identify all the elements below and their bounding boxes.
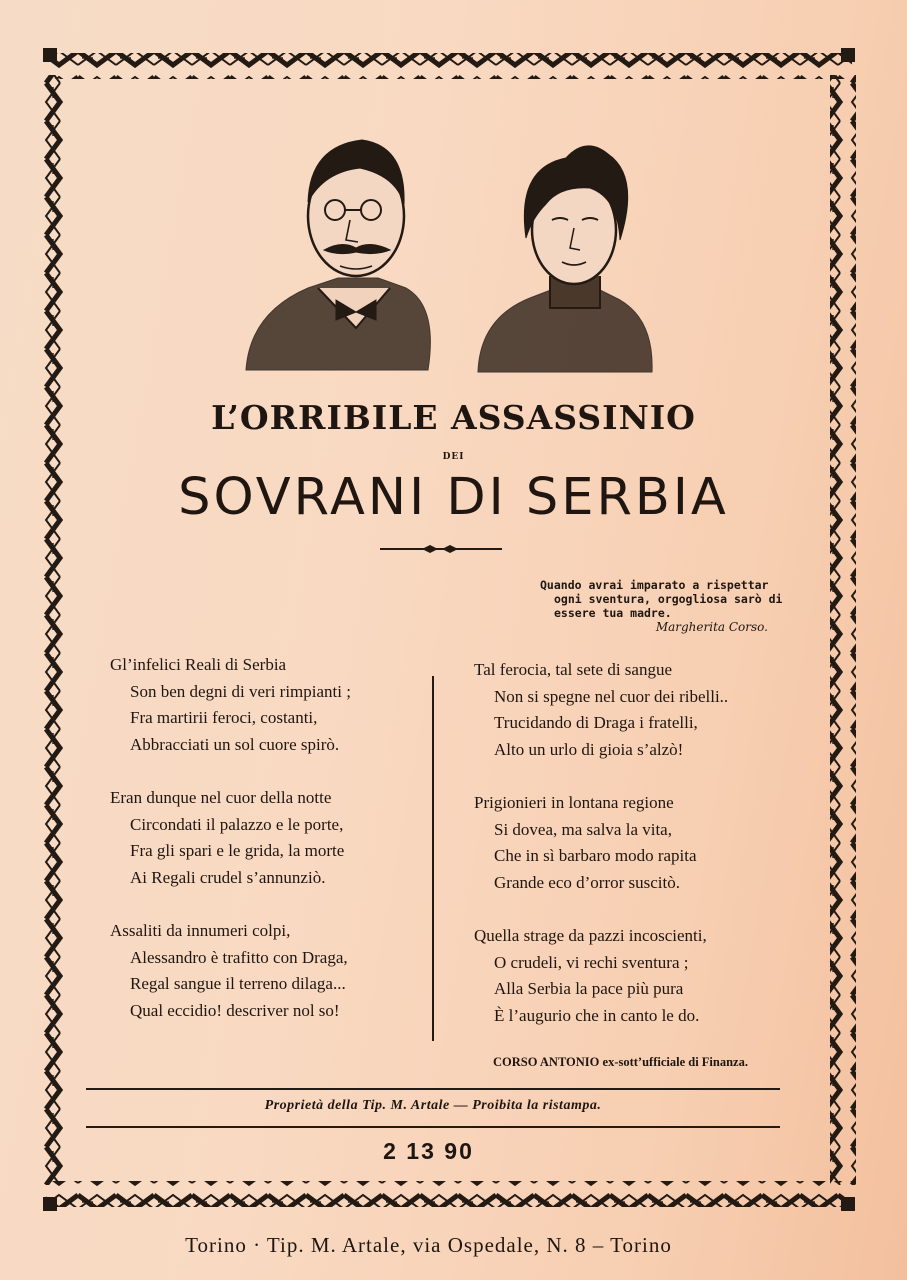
headline-main: SOVRANI DI SERBIA xyxy=(178,468,729,527)
king-portrait xyxy=(246,140,430,370)
verse-line: Regal sangue il terreno dilaga... xyxy=(130,974,346,993)
verse-line: Fra gli spari e le grida, la morte xyxy=(130,841,345,860)
verse-line: Si dovea, ma salva la vita, xyxy=(494,819,672,839)
verse-line: Alla Serbia la pace più pura xyxy=(494,979,684,998)
stanza xyxy=(110,785,430,891)
verse-line: Assaliti da innumeri colpi, xyxy=(110,921,291,940)
epigraph-line: Quando avrai imparato a rispettar xyxy=(540,578,769,592)
verse-line: Son ben degni di veri rimpianti ; xyxy=(130,681,351,701)
verse-line: Fra martirii feroci, costanti, xyxy=(130,708,318,727)
stanza xyxy=(474,790,794,896)
verse-line: Circondati il palazzo e le porte, xyxy=(130,814,344,834)
epigraph-line: essere tua madre. xyxy=(554,606,672,620)
stanza xyxy=(474,657,794,763)
poem-right-column xyxy=(474,657,794,1056)
headline-connector: DEI xyxy=(442,452,465,462)
verse-line: Alto un urlo di gioia s’alzò! xyxy=(494,739,684,759)
verse-line: O crudeli, vi rechi sventura ; xyxy=(494,952,689,972)
catalog-code: 2 13 90 xyxy=(383,1138,474,1164)
royal-portraits-illustration xyxy=(238,128,658,378)
verse-line: Non si spegne nel cuor dei ribelli.. xyxy=(494,686,729,706)
verse-line: Gl’infelici Reali di Serbia xyxy=(110,655,287,674)
rights-notice: Proprietà della Tip. M. Artale — Proibita la ristampa. xyxy=(264,1098,602,1113)
author-credit: CORSO ANTONIO ex-sott’ufficiale di Finanza. xyxy=(493,1055,748,1069)
verse-line: Alessandro è trafitto con Draga, xyxy=(130,947,348,967)
queen-portrait xyxy=(478,146,652,372)
poem-left-column xyxy=(110,652,430,1051)
verse-line: Ai Regali crudel s’annunziò. xyxy=(130,867,326,887)
verse-line: Tal ferocia, tal sete di sangue xyxy=(474,660,672,679)
verse-line: Grande eco d’orror suscitò. xyxy=(494,872,680,892)
stanza xyxy=(474,923,794,1029)
column-divider xyxy=(432,676,434,1041)
verse-line: Abbracciati un sol cuore spirò. xyxy=(130,734,340,754)
verse-line: Trucidando di Draga i fratelli, xyxy=(494,713,698,732)
verse-line: Quella strage da pazzi incoscienti, xyxy=(474,926,707,945)
rule-top xyxy=(86,1088,780,1090)
epigraph-signature: Margherita Corso. xyxy=(655,620,768,634)
verse-line: Prigionieri in lontana regione xyxy=(474,793,674,812)
headline-top: L’ORRIBILE ASSASSINIO xyxy=(211,398,696,437)
verse-line: Eran dunque nel cuor della notte xyxy=(110,788,332,807)
stanza xyxy=(110,918,430,1024)
verse-line: È l’augurio che in canto le do. xyxy=(494,1005,700,1025)
rule-bottom xyxy=(86,1126,780,1128)
verse-line: Qual eccidio! descriver nol so! xyxy=(130,1000,340,1020)
epigraph-line: ogni sventura, orgogliosa sarò di xyxy=(554,592,783,606)
verse-line: Che in sì barbaro modo rapita xyxy=(494,846,697,865)
printer-imprint: Torino · Tip. M. Artale, via Ospedale, N. 8 – Torino xyxy=(185,1233,672,1257)
stanza xyxy=(110,652,430,758)
epigraph xyxy=(540,578,790,634)
title-ornament-icon xyxy=(378,542,504,556)
